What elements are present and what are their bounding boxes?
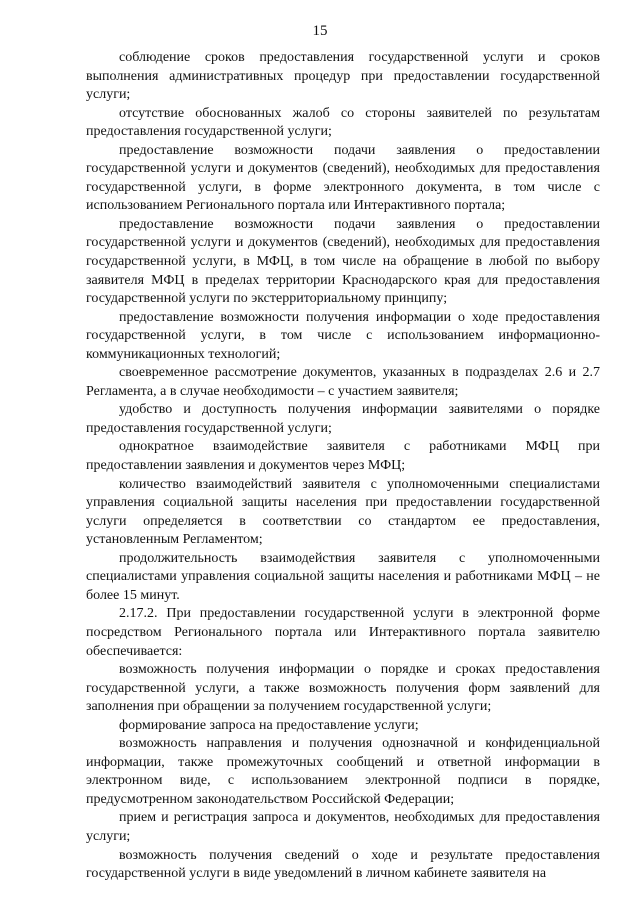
paragraph: предоставление возможности подачи заявления о предоставлении государственной услуги и документов (сведений), необходимых для предоставления государственной услуги, в МФЦ, в том числе на обращение в любой по выбору заявителя МФЦ в пределах территории Краснодарского края для предоставления государственной услуги по экстерриториальному принципу; <box>86 216 600 307</box>
paragraph: продолжительность взаимодействия заявителя с уполномоченными специалистами управления социальной защиты населения и работниками МФЦ – не более 15 минут. <box>86 550 600 603</box>
paragraph: формирование запроса на предоставление услуги; <box>119 717 419 733</box>
paragraph: возможность направления и получения однозначной и конфиденциальной информации, также промежуточных сообщений и ответной информации в электронном виде, с использованием электронной подписи в порядке, предусмотренном законодательством Российской Федерации; <box>86 736 600 807</box>
paragraph: соблюдение сроков предоставления государственной услуги и сроков выполнения административных процедур при предоставлении государственной услуги; <box>86 50 600 103</box>
paragraph: возможность получения сведений о ходе и результате предоставления государственной услуги в виде уведомлений в личном кабинете заявителя на <box>86 847 600 882</box>
document-body <box>86 49 600 884</box>
paragraph: количество взаимодействий заявителя с уполномоченными специалистами управления социальной защиты населения при предоставлении государственной услуги определяется в соответствии со стандартом ее предоставления, установленным Регламентом; <box>86 476 600 548</box>
paragraph: предоставление возможности получения информации о ходе предоставления государственной услуги, в том числе с использованием информационно-коммуникационных технологий; <box>86 309 600 362</box>
section-paragraph: 2.17.2. При предоставлении государственной услуги в электронной форме посредством Регионального портала или Интерактивного портала заявителю обеспечивается: <box>86 606 600 659</box>
paragraph: своевременное рассмотрение документов, указанных в подразделах 2.6 и 2.7 Регламента, а в случае необходимости – с участием заявителя; <box>86 365 600 399</box>
paragraph: однократное взаимодействие заявителя с работниками МФЦ при предоставлении заявления и документов через МФЦ; <box>86 439 600 474</box>
page-number: 15 <box>312 23 328 39</box>
paragraph: возможность получения информации о порядке и сроках предоставления государственной услуги, а также возможность получения форм заявлений для заполнения при обращении за получением государственной услуги; <box>86 662 600 715</box>
paragraph: предоставление возможности подачи заявления о предоставлении государственной услуги и документов (сведений), необходимых для предоставления государственной услуги, в форме электронного документа, в том числе с использованием Регионального портала или Интерактивного портала; <box>86 142 600 214</box>
paragraph: прием и регистрация запроса и документов, необходимых для предоставления услуги; <box>86 810 600 844</box>
paragraph: отсутствие обоснованных жалоб со стороны заявителей по результатам предоставления государственной услуги; <box>86 105 600 140</box>
paragraph: удобство и доступность получения информации заявителями о порядке предоставления государственной услуги; <box>86 402 600 436</box>
